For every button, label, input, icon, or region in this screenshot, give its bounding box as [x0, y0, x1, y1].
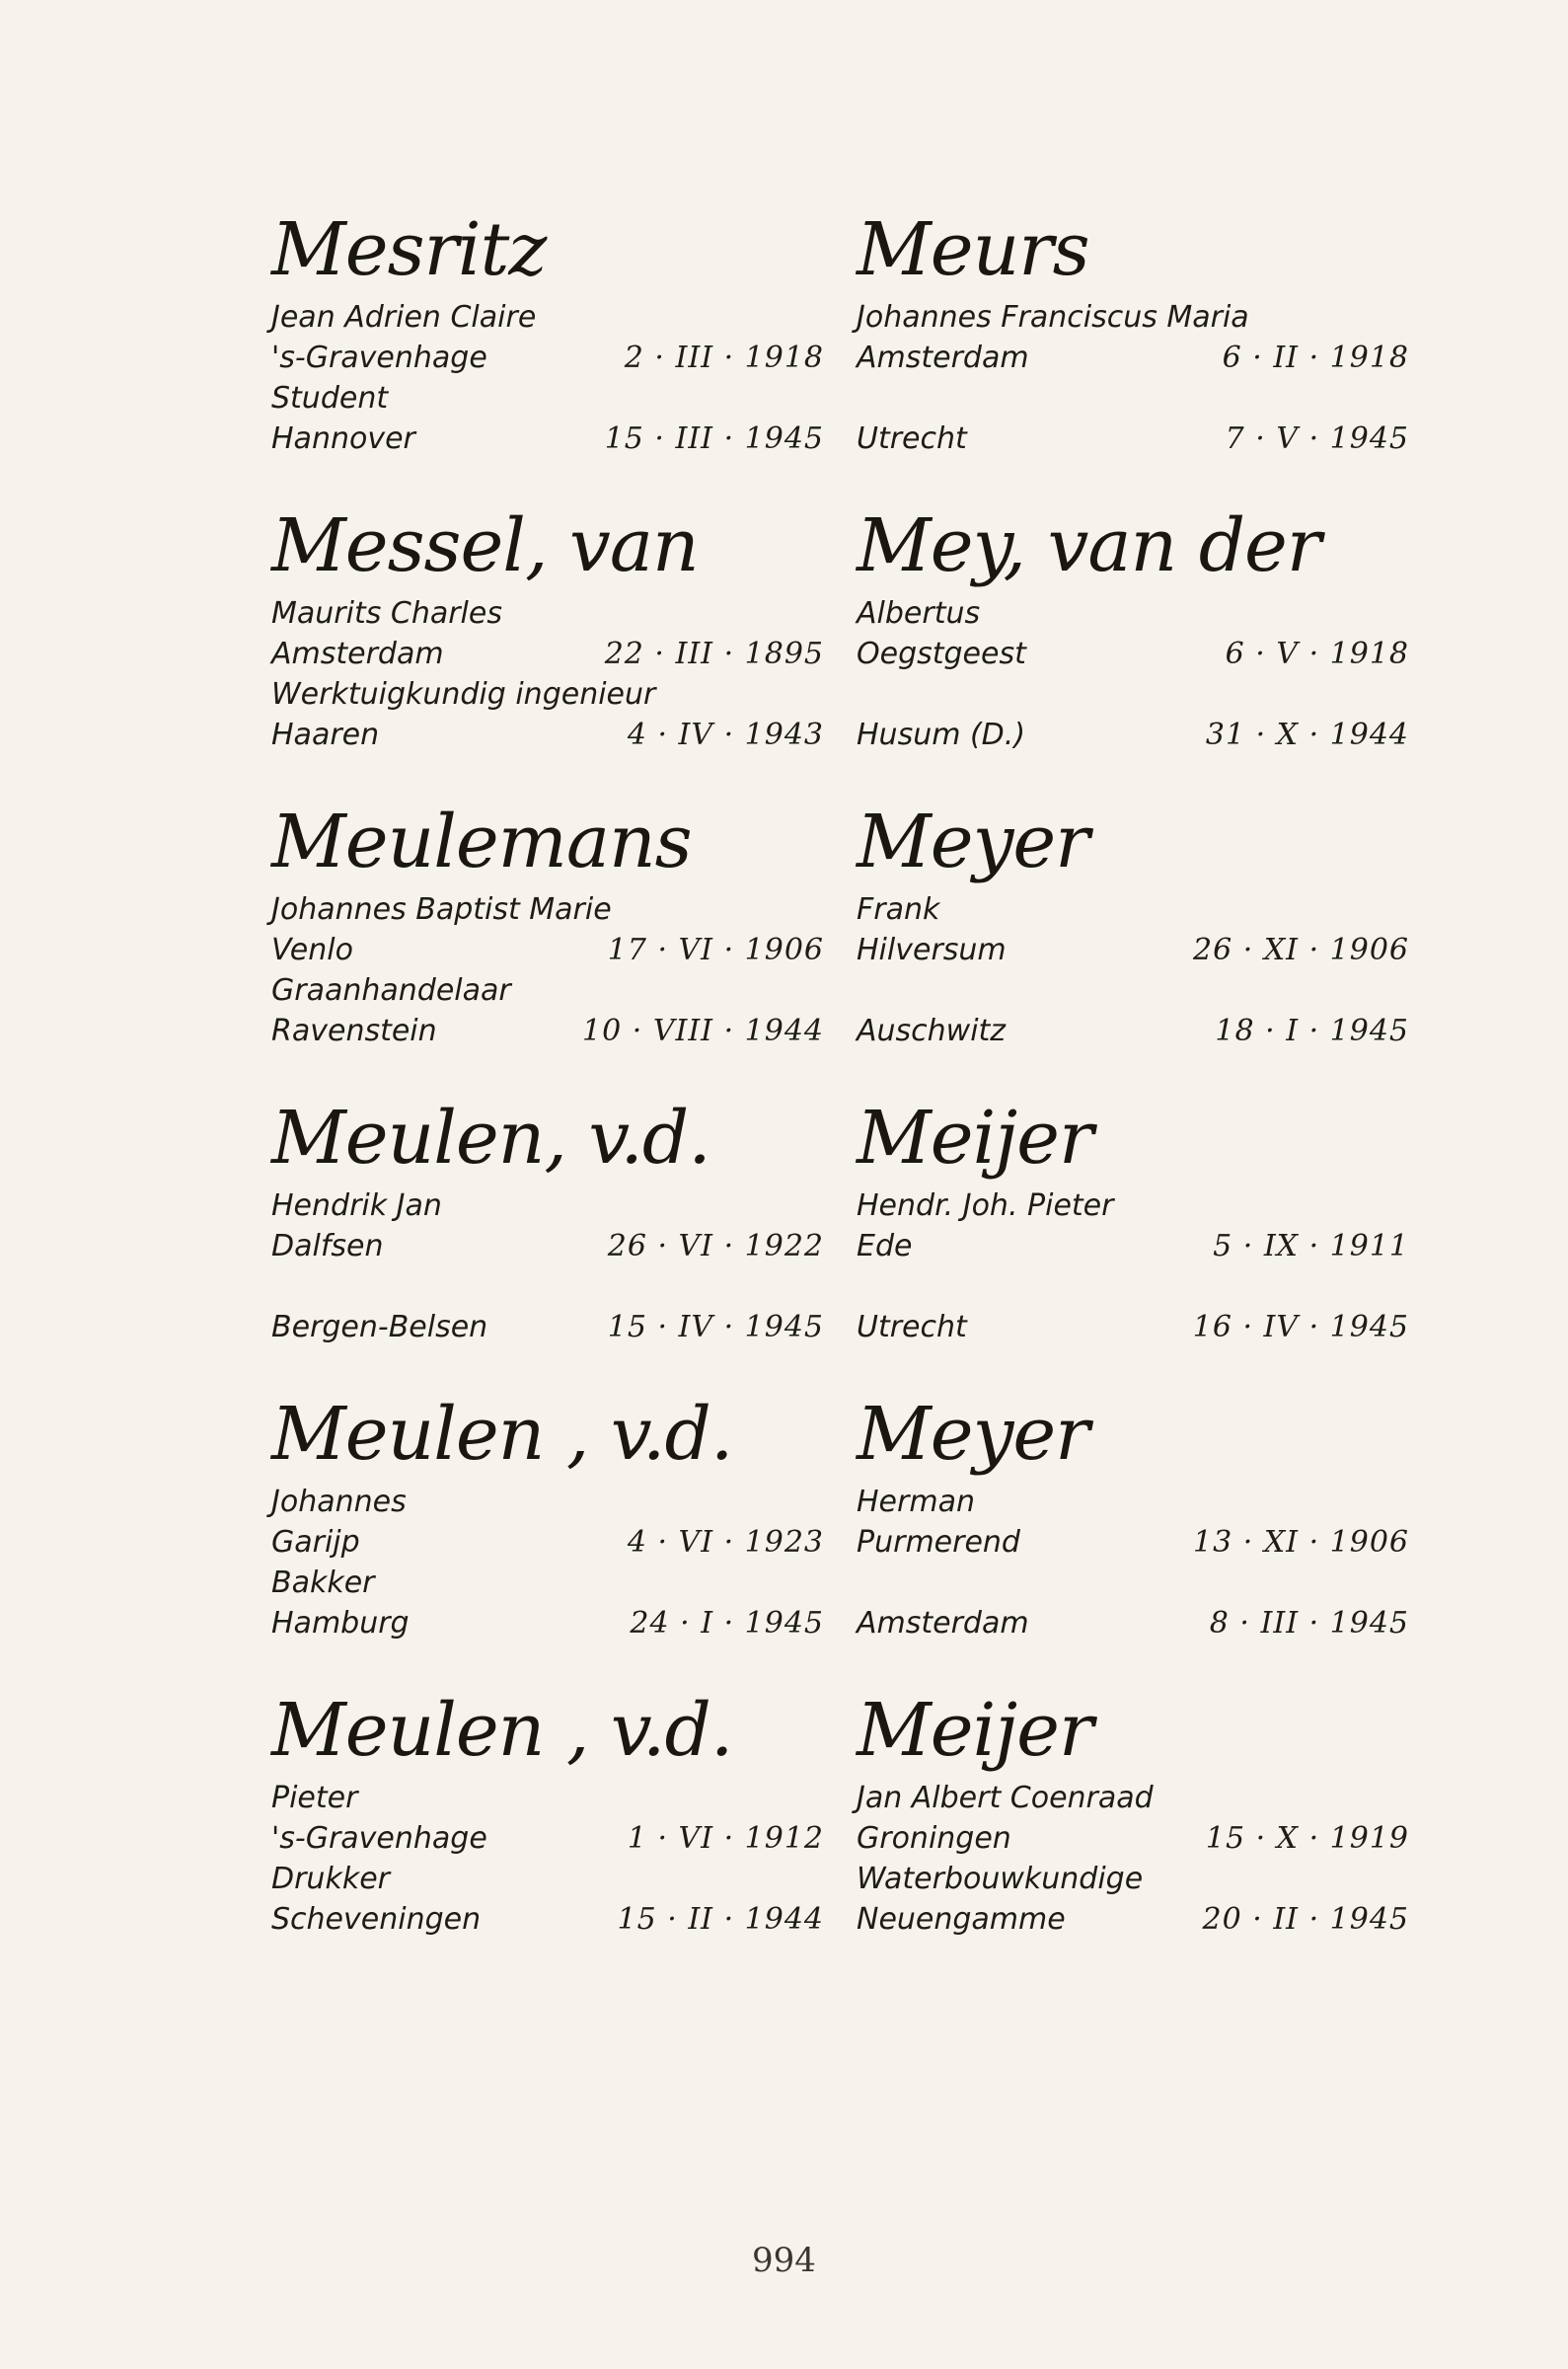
birth-line	[271, 338, 824, 378]
birth-date: 22 · III · 1895	[604, 637, 824, 671]
birth-date: 2 · III · 1918	[624, 341, 824, 375]
death-line	[857, 419, 1409, 459]
birth-line	[271, 930, 824, 970]
birth-date: 17 · VI · 1906	[607, 933, 824, 967]
memorial-entry	[857, 1091, 1409, 1347]
birth-line	[857, 930, 1409, 970]
death-place: Amsterdam	[857, 1606, 1029, 1641]
birth-place: Groningen	[857, 1821, 1011, 1856]
birth-line	[271, 634, 824, 674]
occupation	[271, 1266, 824, 1307]
memorial-entry	[857, 795, 1409, 1051]
given-names: Johannes Baptist Marie	[271, 892, 612, 927]
death-date: 15 · IV · 1945	[607, 1310, 824, 1344]
surname: Meulemans	[271, 800, 692, 884]
death-place: Utrecht	[857, 1310, 967, 1344]
birth-line	[271, 1522, 824, 1563]
death-line	[271, 1011, 824, 1051]
birth-place: Ede	[857, 1229, 913, 1263]
surname: Meijer	[857, 1688, 1093, 1773]
memorial-entry	[271, 1683, 824, 1940]
surname: Meulen , v.d.	[271, 1688, 733, 1773]
birth-place: Oegstgeest	[857, 637, 1026, 671]
death-line	[857, 1603, 1409, 1643]
surname: Messel, van	[271, 503, 699, 588]
birth-place: Venlo	[271, 933, 353, 967]
birth-date: 1 · VI · 1912	[627, 1821, 824, 1856]
memorial-entry	[271, 795, 824, 1051]
death-date: 24 · I · 1945	[630, 1606, 824, 1641]
death-line	[857, 1011, 1409, 1051]
occupation	[857, 674, 1409, 715]
occupation: Werktuigkundig ingenieur	[271, 677, 656, 712]
birth-place: Amsterdam	[271, 637, 444, 671]
given-names: Frank	[857, 892, 940, 927]
memorial-entry	[857, 1387, 1409, 1643]
death-date: 8 · III · 1945	[1209, 1606, 1409, 1641]
birth-date: 15 · X · 1919	[1205, 1821, 1409, 1856]
surname: Meijer	[857, 1096, 1093, 1181]
birth-date: 26 · XI · 1906	[1193, 933, 1409, 967]
birth-line	[857, 1226, 1409, 1266]
death-place: Hannover	[271, 421, 415, 456]
death-line	[857, 1307, 1409, 1347]
death-place: Bergen-Belsen	[271, 1310, 488, 1344]
birth-place: 's-Gravenhage	[271, 341, 487, 375]
occupation: Drukker	[271, 1862, 390, 1896]
death-line	[271, 1899, 824, 1940]
death-place: Auschwitz	[857, 1014, 1007, 1048]
birth-date: 13 · XI · 1906	[1193, 1525, 1409, 1560]
death-line	[271, 1307, 824, 1347]
given-names: Herman	[857, 1485, 975, 1519]
occupation	[857, 1266, 1409, 1307]
birth-place: Purmerend	[857, 1525, 1020, 1560]
occupation	[857, 378, 1409, 419]
memorial-entry	[271, 498, 824, 755]
death-place: Haaren	[271, 718, 380, 752]
death-date: 4 · IV · 1943	[627, 718, 824, 752]
death-place: Husum (D.)	[857, 718, 1026, 752]
birth-place: 's-Gravenhage	[271, 1821, 487, 1856]
memorial-entry	[271, 1091, 824, 1347]
birth-line	[857, 1522, 1409, 1563]
given-names: Albertus	[857, 596, 981, 631]
birth-date: 5 · IX · 1911	[1213, 1229, 1409, 1263]
occupation: Student	[271, 381, 389, 416]
memorial-entry	[857, 1683, 1409, 1940]
birth-place: Hilversum	[857, 933, 1007, 967]
surname: Mesritz	[271, 207, 547, 292]
death-place: Scheveningen	[271, 1902, 482, 1937]
page-number: 994	[752, 2241, 816, 2280]
surname: Meyer	[857, 1392, 1089, 1477]
death-line	[271, 715, 824, 755]
surname: Meulen , v.d.	[271, 1392, 733, 1477]
death-line	[857, 1899, 1409, 1940]
death-date: 15 · III · 1945	[604, 421, 824, 456]
surname: Meyer	[857, 800, 1089, 884]
death-place: Utrecht	[857, 421, 967, 456]
occupation	[857, 970, 1409, 1011]
death-date: 16 · IV · 1945	[1192, 1310, 1409, 1344]
birth-line	[857, 338, 1409, 378]
surname: Mey, van der	[857, 503, 1321, 588]
given-names: Johannes	[271, 1485, 407, 1519]
birth-date: 6 · II · 1918	[1222, 341, 1409, 375]
given-names: Pieter	[271, 1781, 358, 1815]
birth-place: Amsterdam	[857, 341, 1029, 375]
occupation: Graanhandelaar	[271, 973, 511, 1008]
given-names: Maurits Charles	[271, 596, 502, 631]
memorial-entry	[857, 202, 1409, 459]
death-date: 20 · II · 1945	[1202, 1902, 1409, 1937]
given-names: Jean Adrien Claire	[271, 300, 537, 335]
surname: Meulen, v.d.	[271, 1096, 710, 1181]
memorial-entry	[271, 1387, 824, 1643]
birth-place: Garijp	[271, 1525, 360, 1560]
death-place: Neuengamme	[857, 1902, 1066, 1937]
death-line	[857, 715, 1409, 755]
birth-date: 4 · VI · 1923	[627, 1525, 824, 1560]
death-place: Ravenstein	[271, 1014, 437, 1048]
birth-place: Dalfsen	[271, 1229, 384, 1263]
death-date: 10 · VIII · 1944	[582, 1014, 824, 1048]
death-place: Hamburg	[271, 1606, 410, 1641]
birth-line	[271, 1818, 824, 1859]
given-names: Johannes Franciscus Maria	[857, 300, 1249, 335]
death-date: 31 · X · 1944	[1205, 718, 1409, 752]
occupation: Waterbouwkundige	[857, 1862, 1144, 1896]
birth-line	[857, 1818, 1409, 1859]
surname: Meurs	[857, 207, 1089, 292]
birth-line	[857, 634, 1409, 674]
death-date: 15 · II · 1944	[617, 1902, 824, 1937]
birth-date: 26 · VI · 1922	[607, 1229, 824, 1263]
memorial-entry	[271, 202, 824, 459]
death-line	[271, 1603, 824, 1643]
given-names: Hendr. Joh. Pieter	[857, 1188, 1114, 1223]
birth-date: 6 · V · 1918	[1225, 637, 1409, 671]
occupation: Bakker	[271, 1566, 375, 1600]
death-line	[271, 419, 824, 459]
given-names: Hendrik Jan	[271, 1188, 442, 1223]
birth-line	[271, 1226, 824, 1266]
given-names: Jan Albert Coenraad	[857, 1781, 1154, 1815]
death-date: 18 · I · 1945	[1215, 1014, 1409, 1048]
occupation	[857, 1563, 1409, 1603]
death-date: 7 · V · 1945	[1225, 421, 1409, 456]
memorial-entry	[857, 498, 1409, 755]
